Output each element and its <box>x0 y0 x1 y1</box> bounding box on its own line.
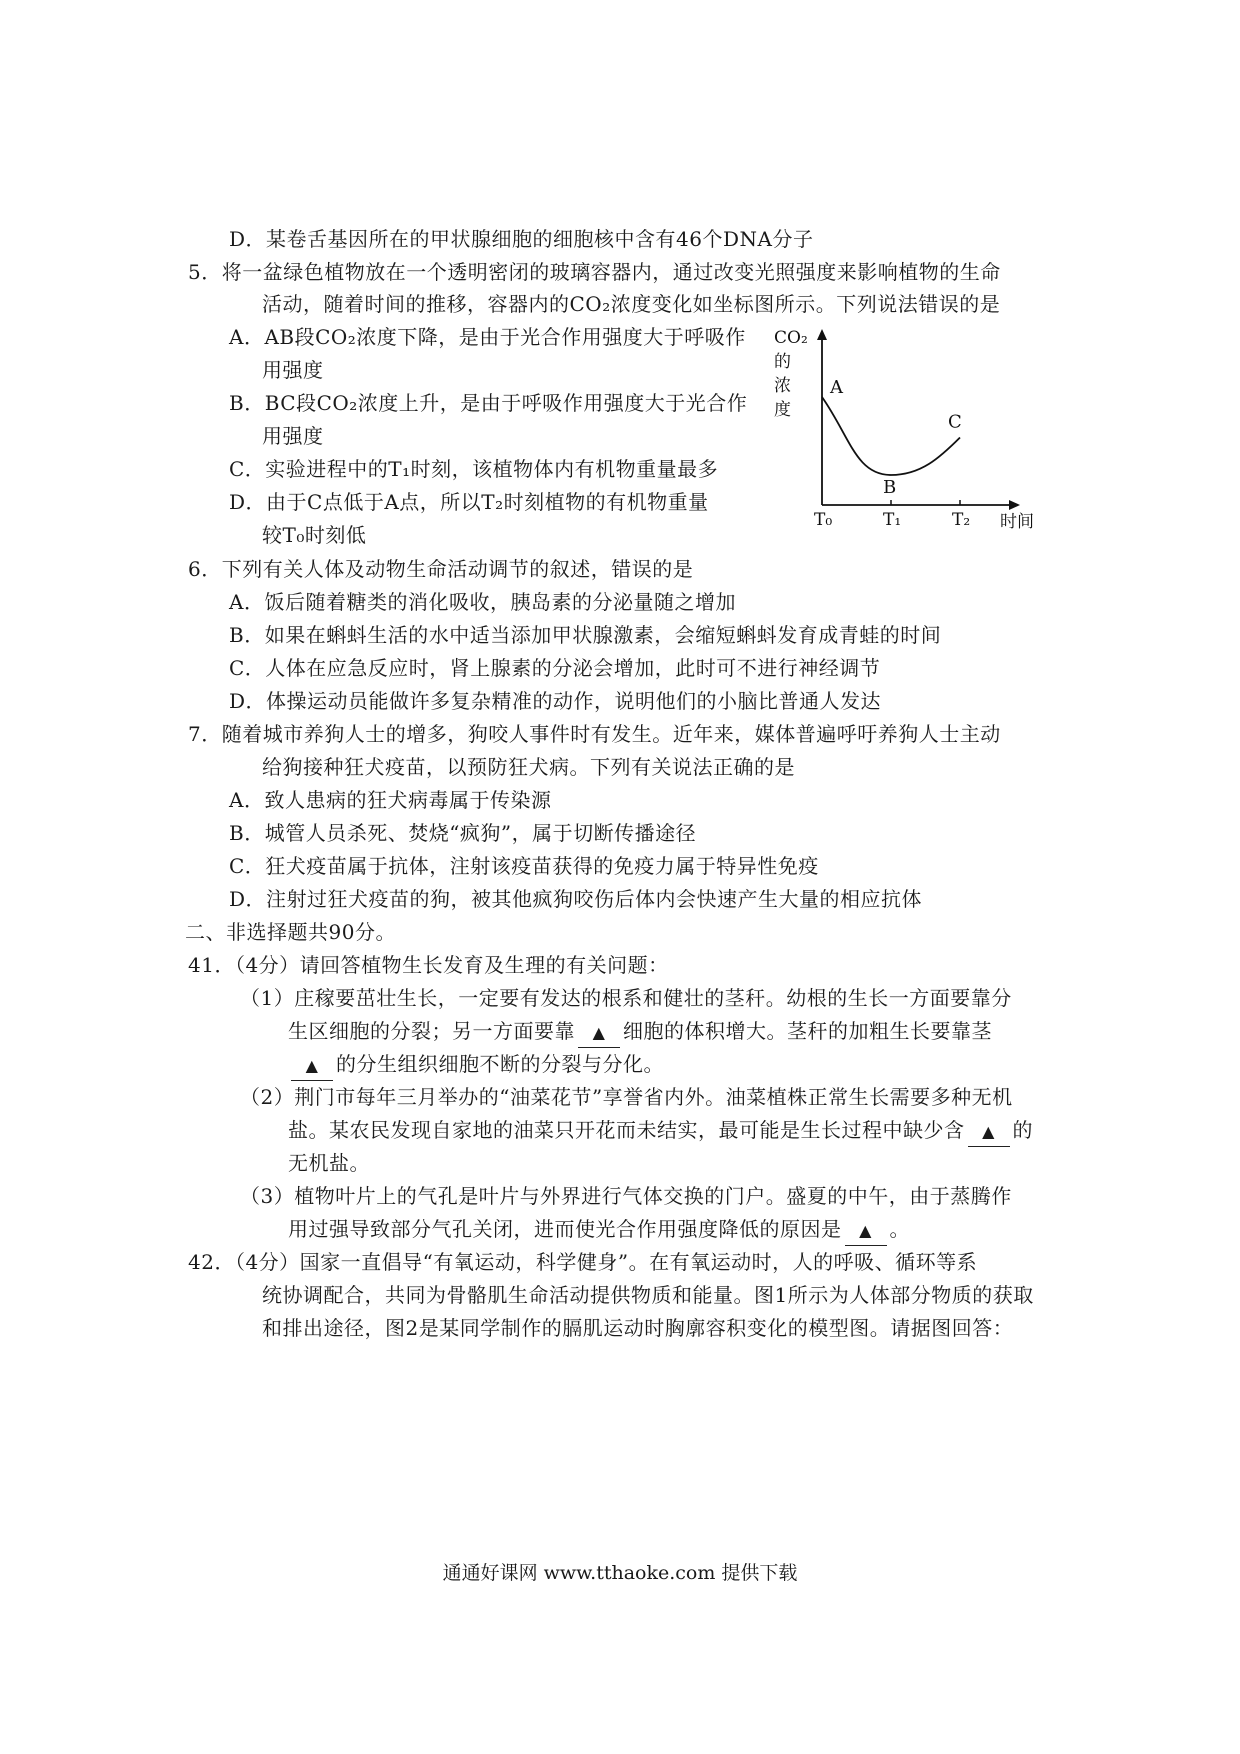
q41-part3-line1: （3）植物叶片上的气孔是叶片与外界进行气体交换的门户。盛夏的中午，由于蒸腾作 <box>240 1184 1012 1208</box>
q6-option-c: C．人体在应急反应时，肾上腺素的分泌会增加，此时可不进行神经调节 <box>229 656 881 680</box>
q5-option-d: D．由于C点低于A点，所以T₂时刻植物的有机物重量 <box>229 490 709 514</box>
section-2-heading: 二、非选择题共90分。 <box>185 920 396 944</box>
q42-line3: 和排出途径，图2是某同学制作的膈肌运动时胸廓容积变化的模型图。请据图回答： <box>262 1316 1014 1340</box>
q5-option-a: A．AB段CO₂浓度下降，是由于光合作用强度大于呼吸作 <box>229 325 746 349</box>
co2-concentration-graph <box>770 325 1040 530</box>
q4-option-d: D．某卷舌基因所在的甲状腺细胞的细胞核中含有46个DNA分子 <box>229 227 814 251</box>
answer-blank-1[interactable] <box>578 1017 620 1048</box>
q5-option-b: B．BC段CO₂浓度上升，是由于呼吸作用强度大于光合作 <box>229 391 748 415</box>
answer-blank-3[interactable] <box>968 1116 1010 1147</box>
x-tick-label: T₂ <box>952 510 971 530</box>
q7-stem-line2: 给狗接种狂犬疫苗，以预防狂犬病。下列有关说法正确的是 <box>262 755 795 779</box>
q5-option-c: C．实验进程中的T₁时刻，该植物体内有机物重量最多 <box>229 457 719 481</box>
q6-option-a: A．饭后随着糖类的消化吸收，胰岛素的分泌量随之增加 <box>229 590 736 614</box>
q41-part1-text-a: 生区细胞的分裂；另一方面要靠 <box>288 1019 575 1043</box>
q41-part1-line1: （1）庄稼要茁壮生长，一定要有发达的根系和健壮的茎秆。幼根的生长一方面要靠分 <box>240 986 1012 1010</box>
q41-part1-text-c: 的分生组织细胞不断的分裂与分化。 <box>336 1052 664 1076</box>
q41-part3-text-a: 用过强导致部分气孔关闭，进而使光合作用强度降低的原因是 <box>288 1217 842 1241</box>
q42-line1: 42．（4分）国家一直倡导“有氧运动，科学健身”。在有氧运动时，人的呼吸、循环等系 <box>188 1250 978 1274</box>
q41-part1-line2 <box>288 1017 992 1048</box>
y-axis-label <box>774 328 808 420</box>
point-label-c: C <box>948 411 962 433</box>
triangle-icon: ▲ <box>859 1221 872 1240</box>
q41-part3-text-b: 。 <box>889 1217 910 1241</box>
co2-curve <box>822 397 960 475</box>
q5-stem-line1: 5．将一盆绿色植物放在一个透明密闭的玻璃容器内，通过改变光照强度来影响植物的生命 <box>188 260 1001 284</box>
x-tick-label: T₁ <box>883 510 902 530</box>
y-axis-arrow <box>817 329 827 340</box>
q5-stem-line2: 活动，随着时间的推移，容器内的CO₂浓度变化如坐标图所示。下列说法错误的是 <box>262 292 1001 316</box>
point-label-a: A <box>830 377 843 398</box>
y-axis-label-char: 度 <box>774 400 791 420</box>
q41-part1-text-b: 细胞的体积增大。茎秆的加粗生长要靠茎 <box>623 1019 992 1043</box>
q41-stem: 41．（4分）请回答植物生长发育及生理的有关问题： <box>188 953 669 977</box>
triangle-icon: ▲ <box>305 1056 319 1075</box>
q41-part2-text-b: 的 <box>1012 1118 1033 1142</box>
x-axis-arrow <box>1009 500 1020 510</box>
q5-option-b-cont: 用强度 <box>262 424 324 448</box>
point-label-b: B <box>883 477 897 498</box>
x-axis-label: 时间 <box>1000 512 1034 530</box>
q41-part1-line3 <box>288 1050 664 1081</box>
footer-source: 通通好课网 www.tthaoke.com 提供下载 <box>442 1562 798 1584</box>
y-axis-label-char: 的 <box>774 352 791 372</box>
q41-part2-line1: （2）荆门市每年三月举办的“油菜花节”享誉省内外。油菜植株正常生长需要多种无机 <box>240 1085 1013 1109</box>
triangle-icon: ▲ <box>982 1122 995 1141</box>
q5-option-a-cont: 用强度 <box>262 358 324 382</box>
q6-stem: 6．下列有关人体及动物生命活动调节的叙述，错误的是 <box>188 557 694 581</box>
q41-part3-line2 <box>288 1215 910 1246</box>
q7-option-a: A．致人患病的狂犬病毒属于传染源 <box>229 788 552 812</box>
x-tick-label: T₀ <box>814 510 833 530</box>
q5-option-d-cont: 较T₀时刻低 <box>262 523 367 547</box>
q6-option-d: D．体操运动员能做许多复杂精准的动作，说明他们的小脑比普通人发达 <box>229 689 882 713</box>
q7-option-b: B．城管人员杀死、焚烧“疯狗”，属于切断传播途径 <box>229 821 697 845</box>
triangle-icon: ▲ <box>592 1023 606 1042</box>
q6-option-b: B．如果在蝌蚪生活的水中适当添加甲状腺激素，会缩短蝌蚪发育成青蛙的时间 <box>229 623 942 647</box>
q42-line2: 统协调配合，共同为骨骼肌生命活动提供物质和能量。图1所示为人体部分物质的获取 <box>262 1283 1034 1307</box>
answer-blank-2[interactable] <box>291 1050 333 1081</box>
q7-option-d: D．注射过狂犬疫苗的狗，被其他疯狗咬伤后体内会快速产生大量的相应抗体 <box>229 887 923 911</box>
q7-stem-line1: 7．随着城市养狗人士的增多，狗咬人事件时有发生。近年来，媒体普遍呼吁养狗人士主动 <box>188 722 1001 746</box>
q7-option-c: C．狂犬疫苗属于抗体，注射该疫苗获得的免疫力属于特异性免疫 <box>229 854 819 878</box>
q41-part2-text-a: 盐。某农民发现自家地的油菜只开花而未结实，最可能是生长过程中缺少含 <box>288 1118 965 1142</box>
y-axis-label-char: CO₂ <box>774 328 808 348</box>
q41-part2-line3: 无机盐。 <box>288 1151 370 1175</box>
answer-blank-4[interactable] <box>845 1215 887 1246</box>
q41-part2-line2 <box>288 1116 1033 1147</box>
y-axis-label-char: 浓 <box>774 376 791 396</box>
